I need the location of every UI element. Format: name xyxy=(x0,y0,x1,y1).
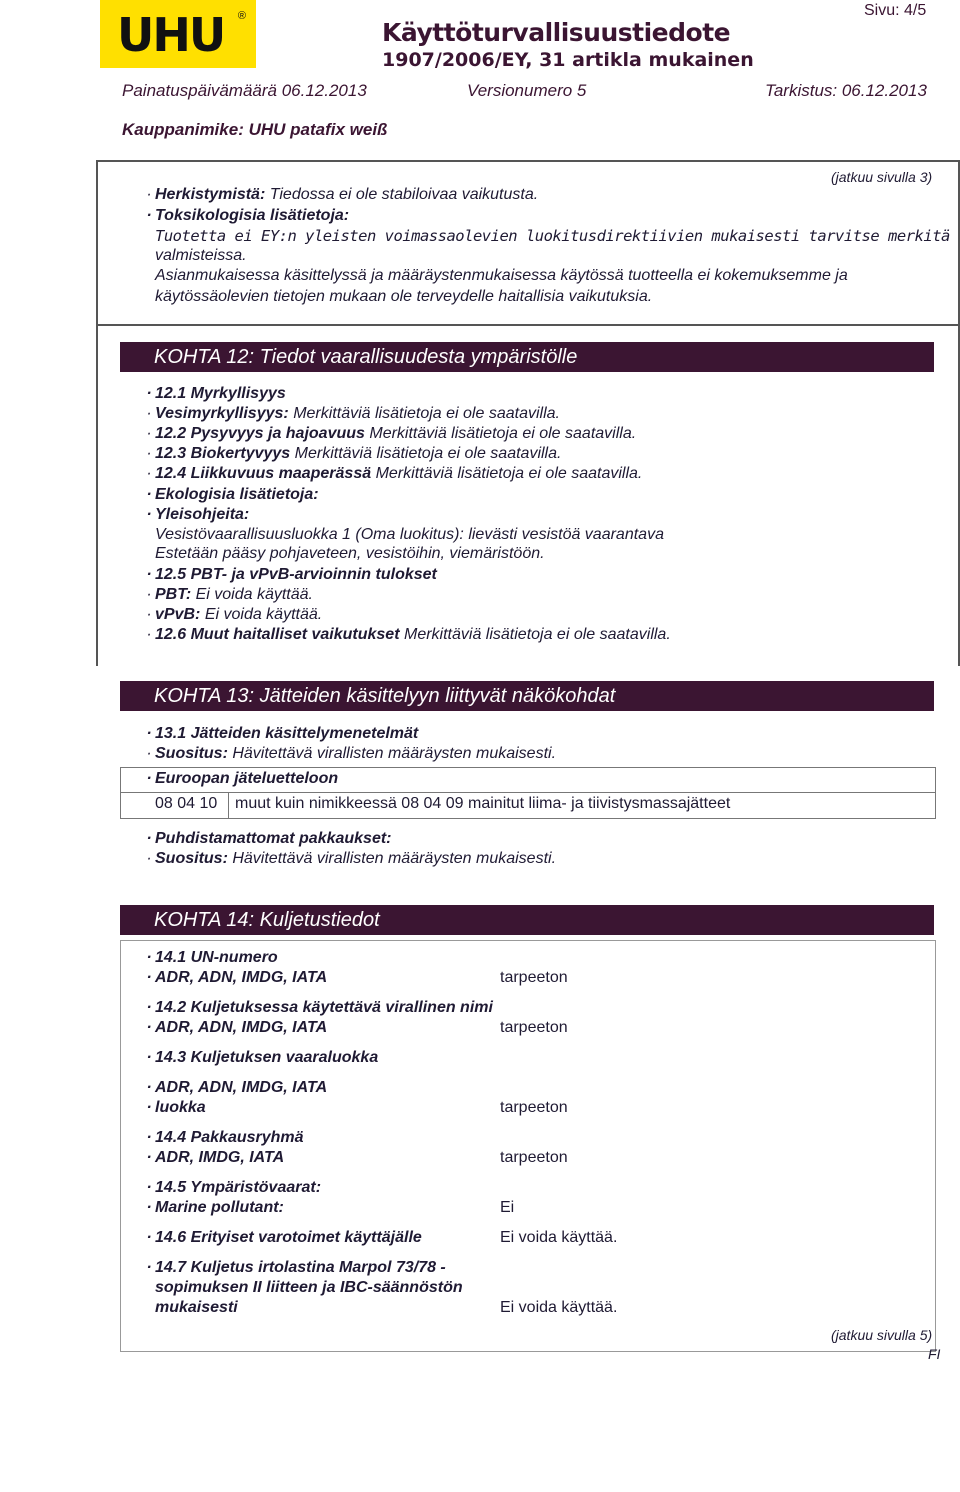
s12-bioaccumulation: · 12.3 Biokertyvyys Merkittäviä lisätietoja ei ole saatavilla. xyxy=(146,445,562,462)
s13-methods: · 13.1 Jätteiden käsittelymenetelmät xyxy=(146,725,419,742)
s14-val-2: tarpeeton xyxy=(500,1019,568,1036)
s12-pbt-results: · 12.5 PBT- ja vPvB-arvioinnin tulokset xyxy=(146,566,437,583)
waste-header: · Euroopan jäteluetteloon xyxy=(146,770,339,787)
trade-name: Kauppanimike: UHU patafix weiß xyxy=(122,120,388,139)
s12-pbt-label: PBT: xyxy=(155,586,192,603)
s12-general: · Yleisohjeita: xyxy=(146,506,250,523)
s14-packing-group: · 14.4 Pakkausryhmä xyxy=(146,1129,304,1146)
s14-adr-3-label: ADR, ADN, IMDG, IATA xyxy=(155,1079,328,1096)
table-divider xyxy=(121,792,935,793)
s14-env-hazards: · 14.5 Ympäristövaarat: xyxy=(146,1179,322,1196)
s12-mobility: · 12.4 Liikkuvuus maaperässä Merkittäviä lisätietoja ei ole saatavilla. xyxy=(146,465,643,482)
s13-recommendation-2: · Suositus: Hävitettävä virallisten määräysten mukaisesti. xyxy=(146,850,557,867)
s14-adr-1: · ADR, ADN, IMDG, IATA xyxy=(146,969,328,986)
toxicology-label-line: · Toksikologisia lisätietoja: xyxy=(146,207,350,224)
revision-date: Tarkistus: 06.12.2013 xyxy=(765,81,927,100)
sensitization-label: Herkistymistä: xyxy=(155,186,266,203)
continued-to: (jatkuu sivulla 5) xyxy=(831,1327,933,1343)
s12-persistence-text: Merkittäviä lisätietoja ei ole saatavilla. xyxy=(369,425,637,442)
toxicology-text-1: Tuotetta ei EY:n yleisten voimassaolevien luokitusdirektiivien mukaisesti tarvitse merkitä xyxy=(155,227,950,245)
s12-other-effects-text: Merkittäviä lisätietoja ei ole saatavilla. xyxy=(403,626,671,643)
s14-un-number-label: 14.1 UN-numero xyxy=(155,949,278,966)
s12-mobility-label: 12.4 Liikkuvuus maaperässä xyxy=(155,465,372,482)
toxicology-label: Toksikologisia lisätietoja: xyxy=(155,207,350,224)
s14-bulk-1-label: 14.7 Kuljetus irtolastina Marpol 73/78 - xyxy=(155,1259,446,1276)
s14-luokka-label: luokka xyxy=(155,1099,206,1116)
waste-header-label: Euroopan jäteluetteloon xyxy=(155,770,339,787)
s12-bioaccumulation-text: Merkittäviä lisätietoja ei ole saatavilla. xyxy=(294,445,562,462)
s14-hazard-class: · 14.3 Kuljetuksen vaaraluokka xyxy=(146,1049,379,1066)
s14-proper-name-label: 14.2 Kuljetuksessa käytettävä virallinen nimi xyxy=(155,999,493,1016)
s14-bulk-val: Ei voida käyttää. xyxy=(500,1299,618,1316)
s12-ecological: · Ekologisia lisätietoja: xyxy=(146,486,319,503)
s14-env-hazards-label: 14.5 Ympäristövaarat: xyxy=(155,1179,322,1196)
waste-code: 08 04 10 xyxy=(155,795,218,812)
s13-recommendation-2-label: Suositus: xyxy=(155,850,228,867)
s13-recommendation: · Suositus: Hävitettävä virallisten määräysten mukaisesti. xyxy=(146,745,557,762)
s13-uncleaned-label: Puhdistamattomat pakkaukset: xyxy=(155,830,392,847)
s12-other-effects: · 12.6 Muut haitalliset vaikutukset Merkittäviä lisätietoja ei ole saatavilla. xyxy=(146,626,671,643)
s12-groundwater: Estetään pääsy pohjaveteen, vesistöihin, viemäristöön. xyxy=(155,545,545,562)
s12-pbt-text: Ei voida käyttää. xyxy=(195,586,313,603)
s12-other-effects-label: 12.6 Muut haitalliset vaikutukset xyxy=(155,626,400,643)
s14-bulk-2: sopimuksen II liitteen ja IBC-säännöstön xyxy=(155,1279,463,1296)
s14-val-1: tarpeeton xyxy=(500,969,568,986)
s12-toxicity: · 12.1 Myrkyllisyys xyxy=(146,385,286,402)
s14-special-val: Ei voida käyttää. xyxy=(500,1229,618,1246)
continued-from: (jatkuu sivulla 3) xyxy=(831,169,933,185)
document-subtitle: 1907/2006/EY, 31 artikla mukainen xyxy=(382,49,754,71)
section-14-title: KOHTA 14: Kuljetustiedot xyxy=(120,905,934,935)
s12-mobility-text: Merkittäviä lisätietoja ei ole saatavilla. xyxy=(375,465,643,482)
s14-val-3: tarpeeton xyxy=(500,1099,568,1116)
waste-description: muut kuin nimikkeessä 08 04 09 mainitut liima- ja tiivistysmassajätteet xyxy=(235,795,731,812)
s14-packing-group-label: 14.4 Pakkausryhmä xyxy=(155,1129,304,1146)
uhu-logo xyxy=(100,0,256,68)
version-number: Versionumero 5 xyxy=(467,81,587,100)
s14-special-label: 14.6 Erityiset varotoimet käyttäjälle xyxy=(155,1229,422,1246)
s14-marine-label: Marine pollutant: xyxy=(155,1199,284,1216)
s13-recommendation-2-text: Hävitettävä virallisten määräysten mukaisesti. xyxy=(232,850,557,867)
table-column-divider xyxy=(228,792,229,818)
sensitization-line: · Herkistymistä: Tiedossa ei ole stabiloivaa vaikutusta. xyxy=(146,186,539,203)
s12-vpvb: · vPvB: Ei voida käyttää. xyxy=(146,606,323,623)
s14-marine: · Marine pollutant: xyxy=(146,1199,284,1216)
print-date: Painatuspäivämäärä 06.12.2013 xyxy=(122,81,367,100)
page-number: Sivu: 4/5 xyxy=(864,2,927,19)
sensitization-text: Tiedossa ei ole stabiloivaa vaikutusta. xyxy=(269,186,539,203)
s12-bioaccumulation-label: 12.3 Biokertyvyys xyxy=(155,445,291,462)
language-code: FI xyxy=(928,1346,941,1362)
s12-aquatic-text: Merkittäviä lisätietoja ei ole saatavilla. xyxy=(293,405,560,422)
section-13-title: KOHTA 13: Jätteiden käsittelyyn liittyvät näkökohdat xyxy=(120,681,934,711)
s14-adr-2-label: ADR, ADN, IMDG, IATA xyxy=(155,1019,328,1036)
s14-special: · 14.6 Erityiset varotoimet käyttäjälle xyxy=(146,1229,422,1246)
s12-toxicity-label: 12.1 Myrkyllisyys xyxy=(155,385,286,402)
s12-pbt-results-label: 12.5 PBT- ja vPvB-arvioinnin tulokset xyxy=(155,566,437,583)
s12-persistence: · 12.2 Pysyvyys ja hajoavuus Merkittäviä lisätietoja ei ole saatavilla. xyxy=(146,425,637,442)
s14-bulk-1: · 14.7 Kuljetus irtolastina Marpol 73/78 - xyxy=(146,1259,446,1276)
s12-vpvb-text: Ei voida käyttää. xyxy=(204,606,323,623)
s13-recommendation-label: Suositus: xyxy=(155,745,228,762)
s12-aquatic: · Vesimyrkyllisyys: Merkittäviä lisätietoja ei ole saatavilla. xyxy=(146,405,560,422)
s12-vpvb-label: vPvB: xyxy=(155,606,201,623)
s14-bulk-3: mukaisesti xyxy=(155,1299,238,1316)
section-12-title: KOHTA 12: Tiedot vaarallisuudesta ympäristölle xyxy=(120,342,934,372)
s14-proper-name: · 14.2 Kuljetuksessa käytettävä virallinen nimi xyxy=(146,999,493,1016)
s14-adr-2: · ADR, ADN, IMDG, IATA xyxy=(146,1019,328,1036)
toxicology-text-4: käytössäolevien tietojen mukaan ole terveydelle haitallisia vaikutuksia. xyxy=(155,288,653,305)
s12-aquatic-label: Vesimyrkyllisyys: xyxy=(155,405,289,422)
s13-uncleaned: · Puhdistamattomat pakkaukset: xyxy=(146,830,392,847)
logo-text: UHU xyxy=(117,8,225,62)
s14-val-4: tarpeeton xyxy=(500,1149,568,1166)
s13-methods-label: 13.1 Jätteiden käsittelymenetelmät xyxy=(155,725,419,742)
s13-recommendation-text: Hävitettävä virallisten määräysten mukaisesti. xyxy=(232,745,557,762)
s12-water-hazard: Vesistövaarallisuusluokka 1 (Oma luokitus): lievästi vesistöä vaarantava xyxy=(155,526,664,543)
s12-ecological-label: Ekologisia lisätietoja: xyxy=(155,486,319,503)
s14-un-number: · 14.1 UN-numero xyxy=(146,949,278,966)
toxicology-text-2: valmisteissa. xyxy=(155,247,247,264)
registered-mark: ® xyxy=(237,10,246,22)
s12-persistence-label: 12.2 Pysyvyys ja hajoavuus xyxy=(155,425,365,442)
s14-adr-3: · ADR, ADN, IMDG, IATA xyxy=(146,1079,328,1096)
toxicology-text-3: Asianmukaisessa käsittelyssä ja määräystenmukaisessa käytössä tuotteella ei kokemuksemme ja xyxy=(155,267,848,284)
s14-adr-1-label: ADR, ADN, IMDG, IATA xyxy=(155,969,328,986)
s14-adr-4: · ADR, IMDG, IATA xyxy=(146,1149,285,1166)
s14-adr-4-label: ADR, IMDG, IATA xyxy=(155,1149,285,1166)
s14-luokka: · luokka xyxy=(146,1099,206,1116)
s14-hazard-class-label: 14.3 Kuljetuksen vaaraluokka xyxy=(155,1049,379,1066)
s12-general-label: Yleisohjeita: xyxy=(155,506,250,523)
s14-marine-val: Ei xyxy=(500,1199,515,1216)
document-title: Käyttöturvallisuustiedote xyxy=(382,18,731,47)
s12-pbt: · PBT: Ei voida käyttää. xyxy=(146,586,313,603)
